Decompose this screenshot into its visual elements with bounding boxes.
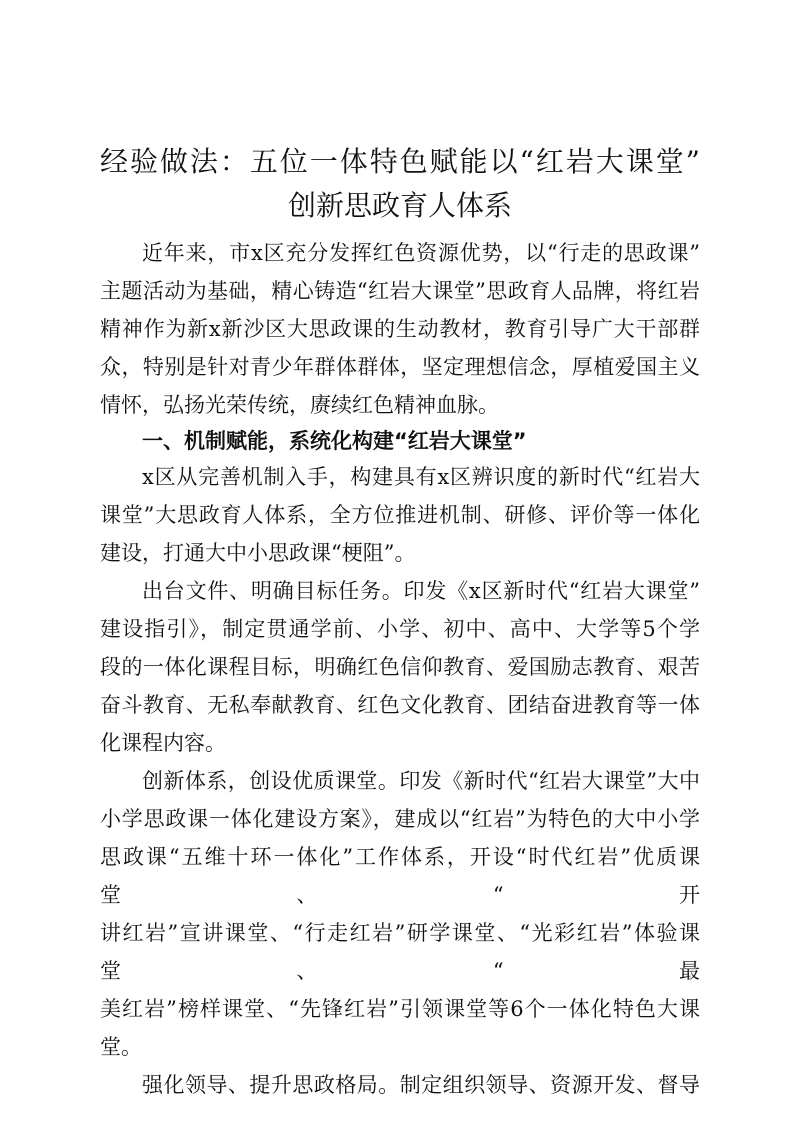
paragraph-line: 奋斗教育、无私奉献教育、红色文化教育、团结奋进教育等一体 xyxy=(100,693,700,717)
paragraph xyxy=(100,762,700,1066)
document-body xyxy=(100,234,700,1104)
paragraph xyxy=(100,234,700,424)
paragraph xyxy=(100,458,700,572)
paragraph-line: 主题活动为基础，精心铸造“红岩大课堂”思政育人品牌，将红岩 xyxy=(100,279,700,303)
paragraph-line: 思政课“五维十环一体化”工作体系，开设“时代红岩”优质课堂、“开 xyxy=(100,845,700,907)
paragraph-line: 创新体系，创设优质课堂。印发《新时代“红岩大课堂”大中 xyxy=(142,769,700,793)
paragraph-line: x区从完善机制入手，构建具有x区辨识度的新时代“红岩大 xyxy=(142,465,700,489)
paragraph-line: 强化领导、提升思政格局。制定组织领导、资源开发、督导 xyxy=(142,1073,700,1097)
paragraph-line: 众，特别是针对青少年群体群体，坚定理想信念，厚植爱国主义 xyxy=(100,355,700,379)
paragraph xyxy=(100,1066,700,1104)
document-title-line-2: 创新思政育人体系 xyxy=(287,189,512,222)
paragraph xyxy=(100,572,700,762)
paragraph-line: 精神作为新x新沙区大思政课的生动教材，教育引导广大干部群 xyxy=(100,317,700,341)
paragraph-line: 段的一体化课程目标，明确红色信仰教育、爱国励志教育、艰苦 xyxy=(100,655,700,679)
paragraph-line: 讲红岩”宣讲课堂、“行走红岩”研学课堂、“光彩红岩”体验课堂、“最 xyxy=(100,921,700,983)
paragraph-line: 出台文件、明确目标任务。印发《x区新时代“红岩大课堂” xyxy=(142,579,700,603)
section-heading: 一、机制赋能，系统化构建“红岩大课堂” xyxy=(142,429,527,453)
paragraph-line: 化课程内容。 xyxy=(100,731,226,755)
paragraph-line: 课堂”大思政育人体系，全方位推进机制、研修、评价等一体化 xyxy=(100,503,700,527)
paragraph-line: 情怀，弘扬光荣传统，赓续红色精神血脉。 xyxy=(100,393,499,417)
document-page xyxy=(100,140,700,1104)
paragraph-line: 建设指引》，制定贯通学前、小学、初中、高中、大学等5个学 xyxy=(100,617,700,641)
paragraph-line: 小学思政课一体化建设方案》，建成以“红岩”为特色的大中小学 xyxy=(100,807,700,831)
paragraph-line: 美红岩”榜样课堂、“先锋红岩”引领课堂等6个一体化特色大课堂。 xyxy=(100,997,700,1059)
paragraph-line: 近年来，市x区充分发挥红色资源优势，以“行走的思政课” xyxy=(142,241,700,265)
document-title-line-1: 经验做法：五位一体特色赋能以“红岩大课堂” xyxy=(100,145,700,178)
paragraph-line: 建设，打通大中小思政课“梗阻”。 xyxy=(100,541,416,565)
